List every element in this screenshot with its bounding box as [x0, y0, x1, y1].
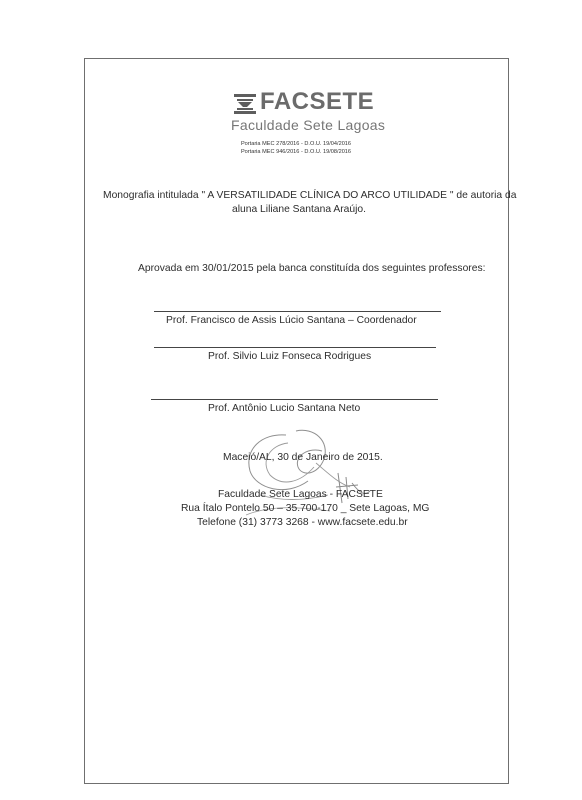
page-border — [84, 58, 509, 784]
facsete-emblem-icon — [232, 93, 258, 115]
facsete-logo — [225, 88, 386, 161]
footer-address: Rua Ítalo Pontelo 50 – 35.700-170 _ Sete Lagoas, MG — [181, 503, 430, 514]
footer-institution: Faculdade Sete Lagoas - FACSETE — [218, 489, 383, 500]
signatory-2-name: Prof. Silvio Luiz Fonseca Rodrigues — [208, 351, 372, 362]
logo-name: FACSETE — [260, 88, 375, 115]
signature-line-2 — [154, 347, 436, 348]
signatory-3-name: Prof. Antônio Lucio Santana Neto — [208, 403, 361, 414]
logo-subtitle: Faculdade Sete Lagoas — [231, 117, 386, 133]
place-date: Maceió/AL, 30 de Janeiro de 2015. — [223, 452, 383, 463]
signature-line-3 — [151, 399, 438, 400]
footer-contact: Telefone (31) 3773 3268 - www.facsete.edu.br — [197, 517, 408, 528]
signatory-1-name: Prof. Francisco de Assis Lúcio Santana – Coordenador — [166, 315, 417, 326]
approval-text: Aprovada em 30/01/2015 pela banca constituída dos seguintes professores: — [138, 263, 486, 274]
portaria-line-2: Portaria MEC 946/2016 - D.O.U. 19/08/2016 — [240, 149, 352, 155]
monografia-line-1: Monografia intitulada " A VERSATILIDADE CLÍNICA DO ARCO UTILIDADE " de autoria da — [103, 190, 517, 201]
portaria-line-1: Portaria MEC 278/2016 - D.O.U. 19/04/2016 — [240, 141, 352, 147]
signature-line-1 — [154, 311, 441, 312]
monografia-line-2: aluna Liliane Santana Araújo. — [232, 204, 366, 215]
